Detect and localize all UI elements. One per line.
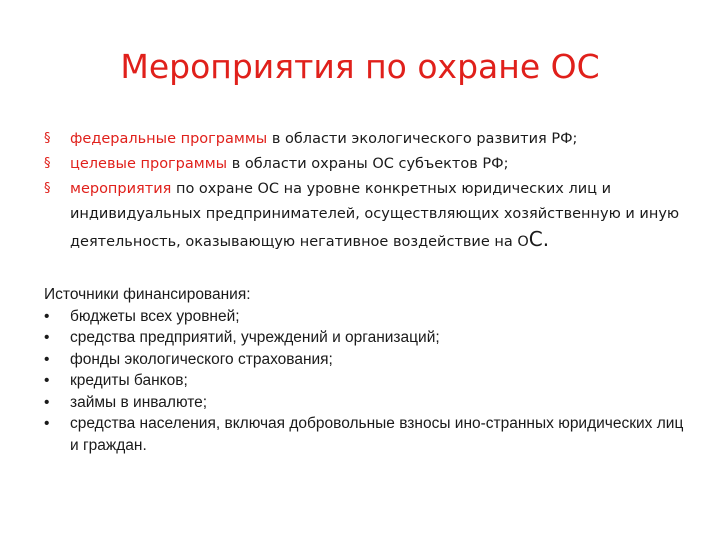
funding-source-text: бюджеты всех уровней; [70, 307, 240, 325]
dot-bullet-icon [44, 392, 54, 414]
measure-highlight: федеральные программы [70, 131, 268, 147]
measure-text-end: С. [528, 227, 550, 251]
funding-source-text: займы в инвалюте; [70, 393, 208, 411]
measures-list [44, 127, 700, 255]
funding-source-item [44, 306, 684, 328]
measure-text: по охране ОС на уровне конкретных юридических лиц и индивидуальных предпринимателей, осуществляющих хозяйственную и иную деятельность, оказывающую негативное воздействие на О [70, 181, 680, 250]
funding-source-text: кредиты банков; [70, 372, 188, 389]
section-sign-bullet-icon [44, 182, 52, 192]
funding-sources-list [44, 306, 684, 457]
dot-bullet-icon [44, 370, 54, 392]
funding-source-item [44, 370, 684, 392]
dot-bullet-icon [44, 349, 54, 371]
measure-text: в области охраны ОС субъектов РФ; [227, 156, 509, 172]
measure-text: в области экологического развития РФ; [267, 131, 578, 147]
measure-highlight: мероприятия [70, 181, 172, 197]
funding-source-text: фонды экологического страхования; [70, 350, 333, 368]
funding-sources-heading [44, 284, 684, 306]
section-sign-bullet-icon [44, 157, 52, 167]
dot-bullet-icon [44, 413, 54, 435]
funding-source-item [44, 413, 684, 456]
section-sign-bullet-icon [44, 132, 52, 142]
funding-sources-heading-colon: : [246, 286, 251, 303]
funding-sources-heading-text: Источники финансирования [44, 286, 247, 303]
dot-bullet-icon [44, 327, 54, 349]
funding-source-item [44, 327, 684, 349]
dot-bullet-icon [44, 306, 54, 328]
measure-highlight: целевые программы [70, 156, 228, 172]
funding-source-text: средства предприятий, учреждений и организаций; [70, 329, 440, 346]
slide-title: Мероприятия по охране ОС [120, 47, 600, 86]
measure-item [44, 152, 700, 177]
funding-source-item [44, 349, 684, 371]
funding-source-text: средства населения, включая добровольные взносы ино-странных юридических лиц и граждан. [70, 415, 684, 454]
funding-sources [44, 284, 684, 456]
measure-item [44, 127, 700, 152]
measure-item [44, 177, 700, 255]
funding-source-item [44, 392, 684, 414]
